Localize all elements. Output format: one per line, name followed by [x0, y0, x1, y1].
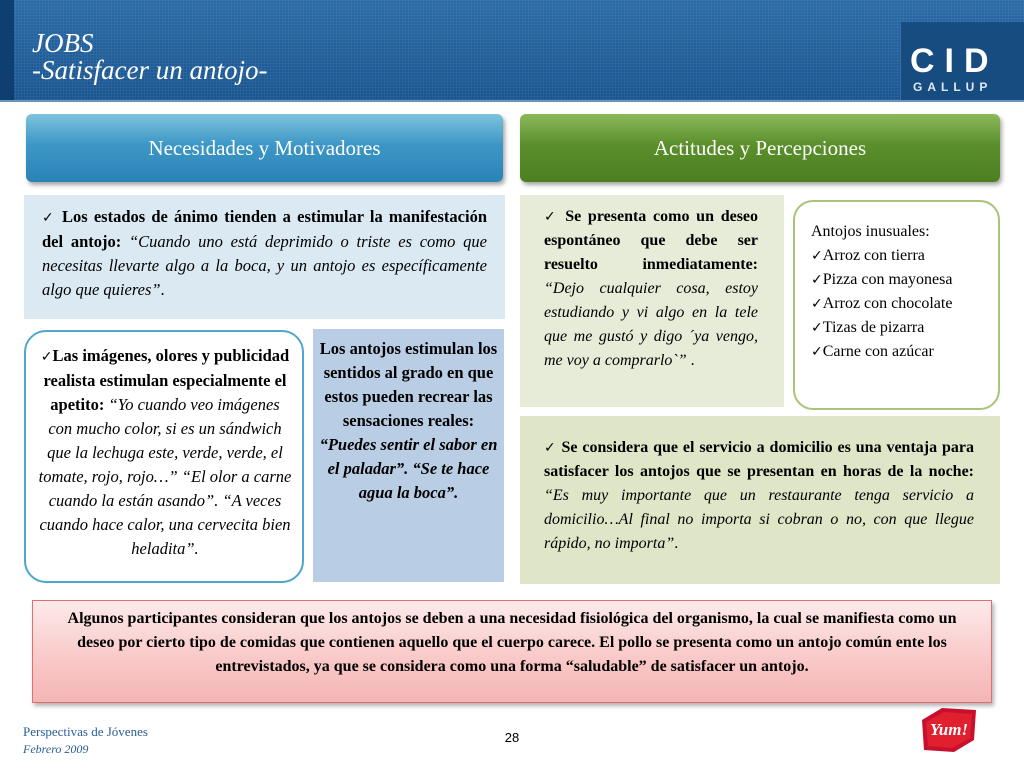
- yum-logo-icon: [918, 706, 980, 756]
- footer-date: Febrero 2009: [23, 742, 89, 756]
- mood-states-box: [24, 195, 505, 319]
- home-delivery-quote: “Es muy importante que un restaurante tenga servicio a domicilio…Al final no importa si cobran o no, con que llegue rápido, no importa”: [544, 487, 974, 552]
- unusual-craving-text: Pizza con mayonesa: [822, 271, 953, 288]
- unusual-craving-item: [811, 340, 990, 364]
- footer-study-name: Perspectivas de Jóvenes: [23, 724, 148, 739]
- needs-motivators-header: [26, 114, 503, 182]
- unusual-craving-text: Arroz con tierra: [822, 247, 925, 264]
- attitudes-perceptions-header: [520, 114, 1000, 182]
- checkmark-icon: ✓: [811, 344, 823, 360]
- checkmark-icon: ✓: [811, 248, 823, 264]
- summary-text: Algunos participantes consideran que los antojos se deben a una necesidad fisiológica del organismo, la cual se manifiesta como un deseo por cierto tipo de comidas que contienen aquello que el cuerpo carece. El pollo se presenta como un antojo común ente los entrevistados, ya que se considera como una forma “saludable” de satisfacer un antojo.: [67, 610, 957, 675]
- gallup-logo-text: GALLUP: [913, 80, 993, 94]
- unusual-craving-item: [811, 316, 990, 340]
- home-delivery-period: .: [674, 535, 679, 552]
- home-delivery-text: Se considera que el servicio a domicilio es una ventaja para satisfacer los antojos que se presentan en horas de la noche:: [544, 439, 975, 480]
- header-accent-bar: [0, 0, 14, 100]
- checkmark-icon: ✓: [811, 296, 823, 312]
- spontaneous-desire-text: Se presenta como un deseo espontáneo que debe ser resuelto inmediatamente:: [544, 208, 759, 273]
- unusual-cravings-box: [793, 200, 1000, 410]
- unusual-cravings-list: [811, 244, 990, 364]
- senses-box: [313, 329, 504, 582]
- checkmark-icon: ✓: [811, 272, 823, 288]
- mood-states-quote: “Cuando uno está deprimido o triste es como que necesitas llevarte algo a la boca, y un antojo es específicamente algo que quieres”: [42, 232, 488, 299]
- cid-logo-text: CID: [910, 42, 999, 80]
- unusual-craving-text: Tizas de pizarra: [822, 319, 925, 336]
- unusual-craving-item: [811, 244, 990, 268]
- needs-motivators-label: Necesidades y Motivadores: [148, 135, 381, 160]
- unusual-craving-item: [811, 292, 990, 316]
- checkmark-icon: ✓: [811, 320, 823, 336]
- slide-title: [32, 30, 267, 84]
- checkmark-icon: ✓: [544, 440, 557, 456]
- page-number: 28: [504, 730, 520, 745]
- mood-states-text: Los estados de ánimo tienden a estimular la manifestación del antojo:: [42, 207, 487, 251]
- images-smells-box: [24, 330, 304, 583]
- checkmark-icon: ✓: [40, 349, 53, 365]
- title-line-2: -Satisfacer un antojo-: [32, 55, 268, 85]
- unusual-craving-item: [811, 268, 990, 292]
- title-line-1: JOBS: [32, 28, 94, 58]
- images-smells-text: Las imágenes, olores y publicidad realista estimulan especialmente el apetito:: [43, 346, 290, 414]
- spontaneous-desire-quote: “Dejo cualquier cosa, estoy estudiando y vi algo en la tele que me gustó y digo ´ya vengo, me voy a comprarlo`”: [544, 280, 758, 369]
- home-delivery-box: [520, 416, 1000, 584]
- unusual-cravings-heading: Antojos inusuales:: [811, 223, 930, 240]
- yum-logo-text: Yum!: [929, 720, 969, 739]
- spontaneous-desire-period: .: [686, 352, 695, 369]
- unusual-craving-text: Carne con azúcar: [822, 343, 934, 360]
- attitudes-perceptions-label: Actitudes y Percepciones: [653, 135, 867, 160]
- senses-text: Los antojos estimulan los sentidos al grado en que estos pueden recrear las sensaciones reales:: [319, 339, 498, 430]
- summary-box: [32, 600, 992, 703]
- mood-states-period: .: [160, 280, 165, 299]
- unusual-craving-text: Arroz con chocolate: [822, 295, 953, 312]
- checkmark-icon: ✓: [544, 209, 559, 225]
- images-smells-quote: “Yo cuando veo imágenes con mucho color, si es un sándwich que la lechuga este, verde, verde, el tomate, rojo, rojo…” “El olor a carne cuando la están asando”. “A veces cuando hace calor, una cervecita bien heladita”.: [38, 395, 292, 558]
- spontaneous-desire-box: [520, 195, 784, 407]
- senses-quote: “Puedes sentir el sabor en el paladar”. “Se te hace agua la boca”.: [319, 435, 498, 502]
- checkmark-icon: ✓: [42, 210, 56, 226]
